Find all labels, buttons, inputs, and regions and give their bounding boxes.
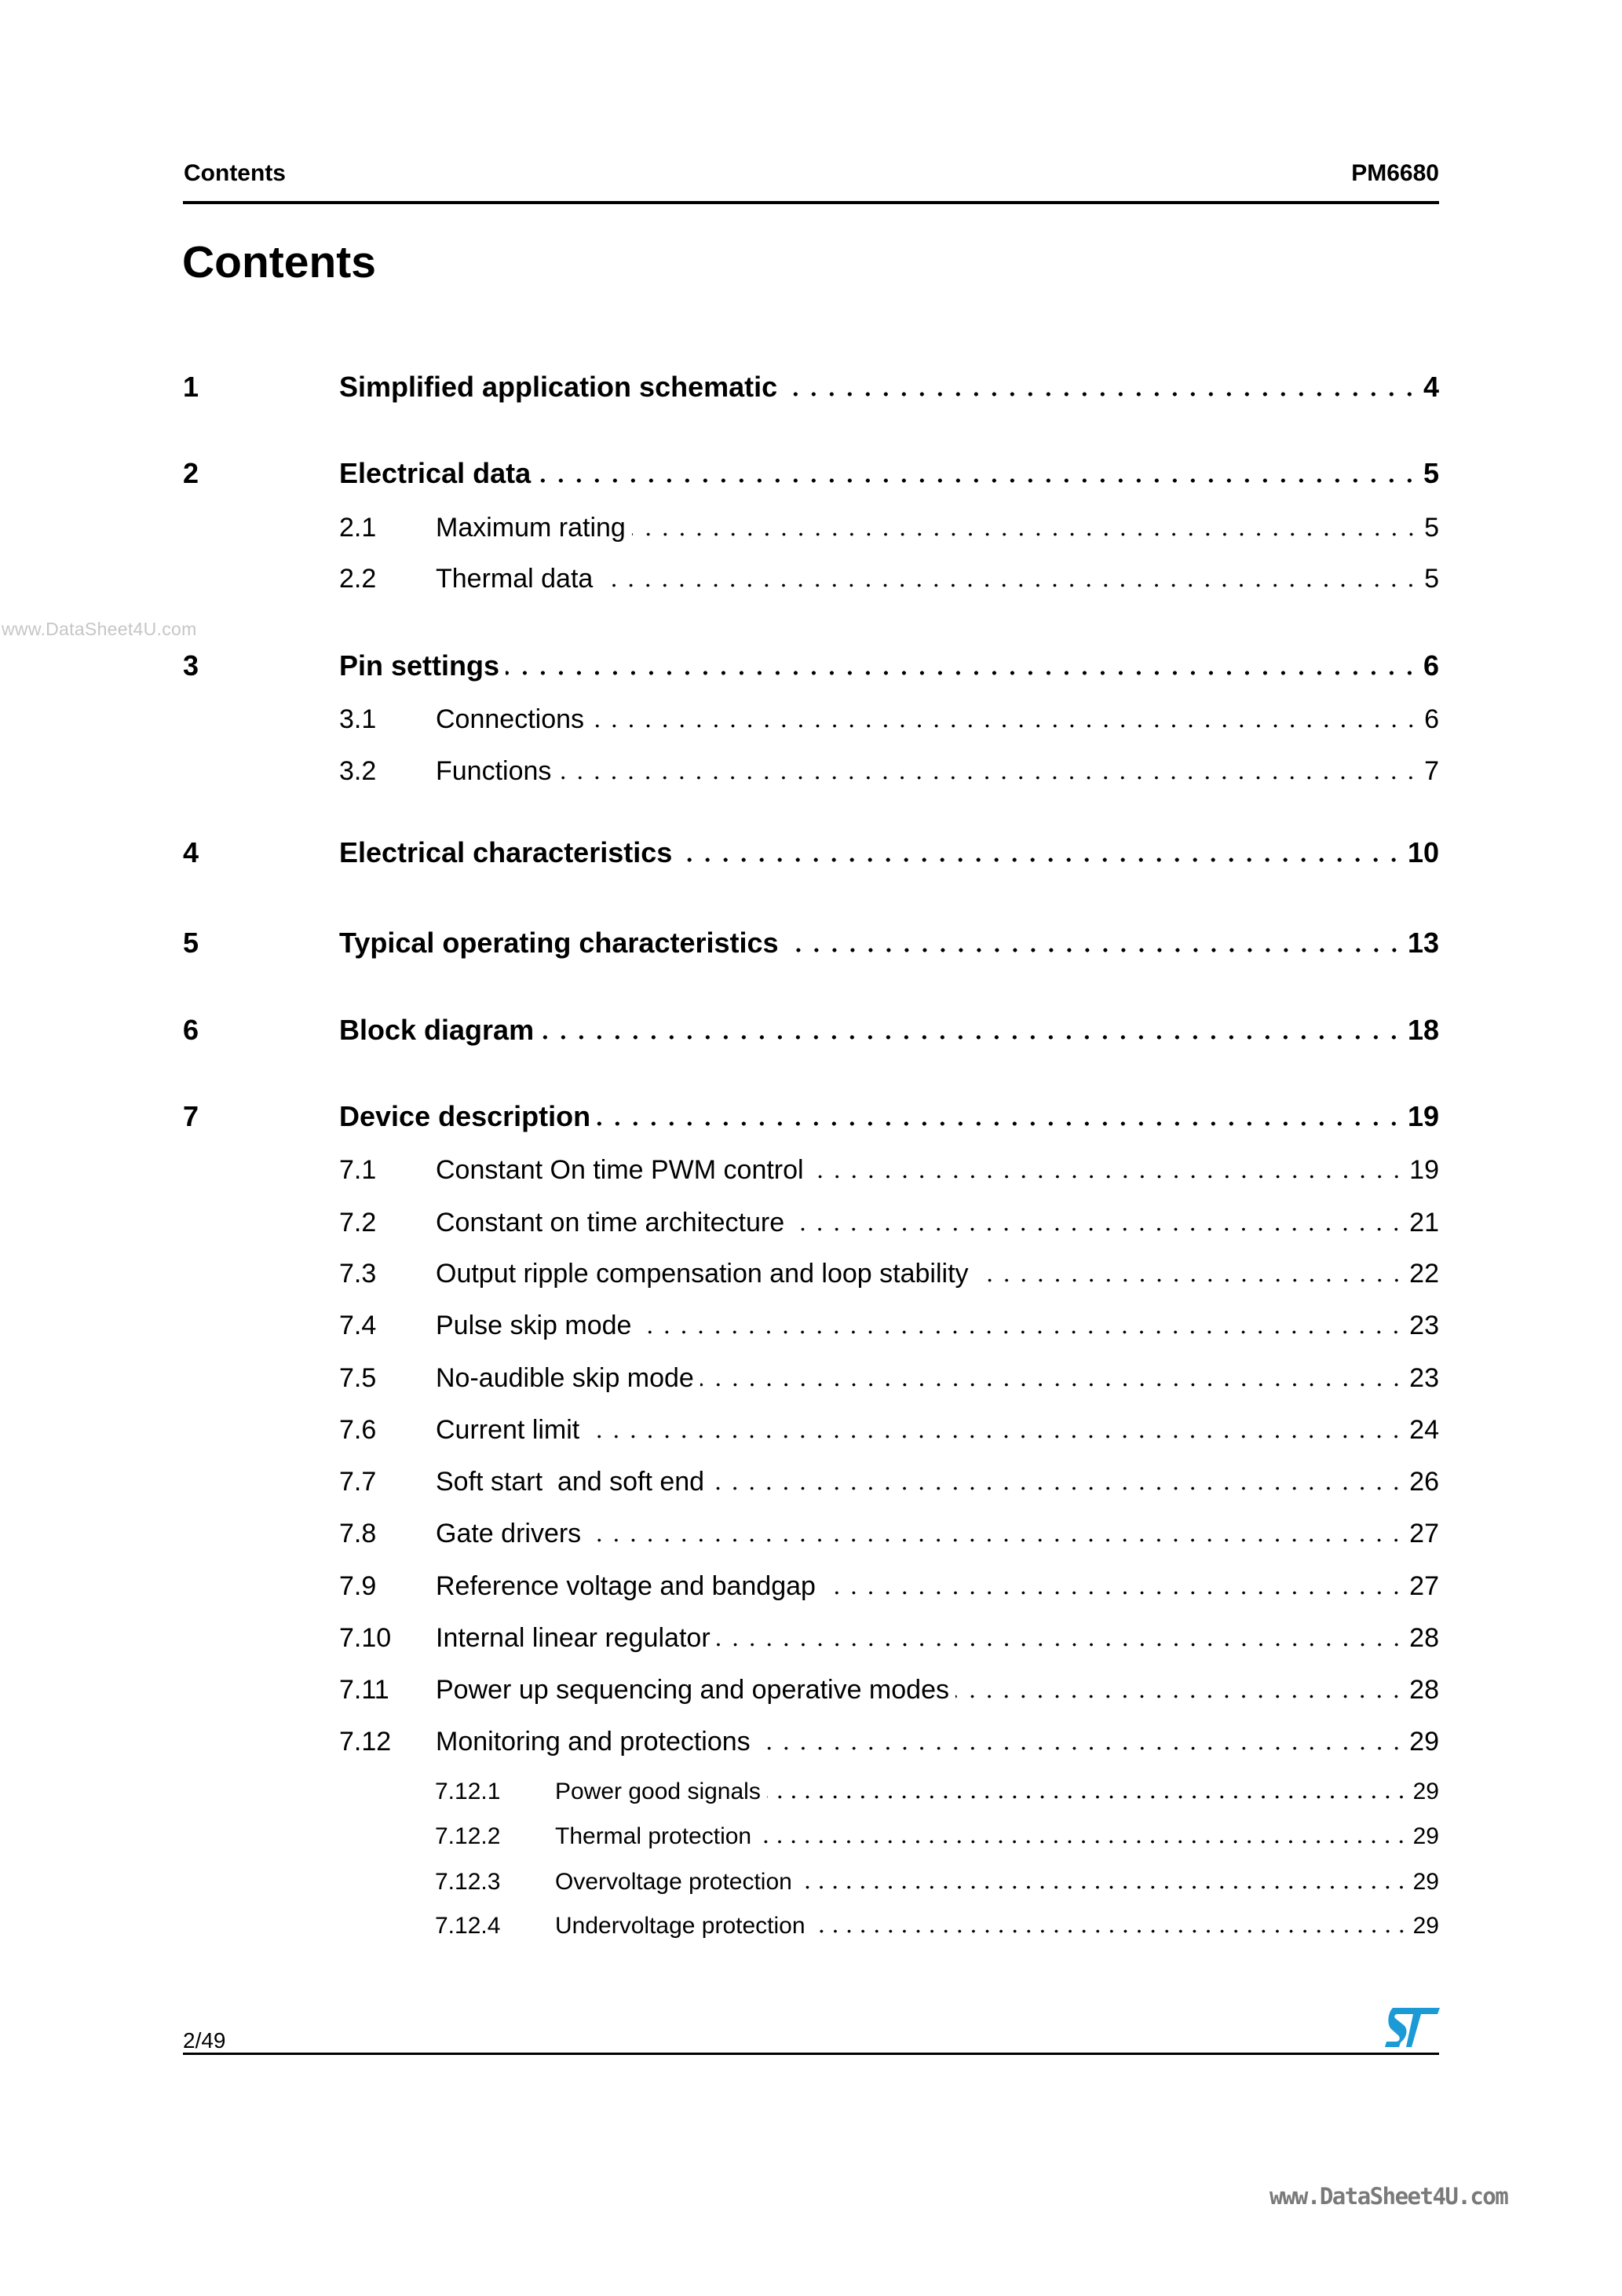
toc-page[interactable]: 10	[1407, 836, 1439, 868]
toc-number: 7.11	[339, 1675, 389, 1705]
footer-rule	[183, 2053, 1439, 2055]
toc-number: 3.2	[339, 756, 377, 786]
st-logo-icon	[1385, 2008, 1440, 2047]
running-header-section: Contents	[184, 160, 286, 186]
toc-number: 7.5	[339, 1363, 377, 1393]
dot-leader	[810, 1175, 1405, 1179]
dot-leader	[632, 532, 1419, 536]
dot-leader	[975, 1278, 1405, 1282]
toc-label[interactable]: Power up sequencing and operative modes	[436, 1675, 949, 1705]
toc-entry-7-4[interactable]	[183, 1309, 1439, 1342]
toc-label[interactable]: No-audible skip mode	[436, 1363, 694, 1393]
toc-entry-7-6[interactable]	[183, 1413, 1439, 1446]
toc-entry-3[interactable]	[183, 649, 1439, 683]
toc-page[interactable]: 23	[1409, 1311, 1439, 1340]
toc-page[interactable]: 5	[1424, 564, 1439, 594]
toc-entry-2-1[interactable]	[183, 511, 1439, 544]
dot-leader	[587, 1538, 1405, 1542]
toc-entry-7-12-3[interactable]	[183, 1867, 1439, 1897]
toc-number: 7.12	[339, 1727, 392, 1757]
dot-leader	[758, 1840, 1408, 1844]
toc-page[interactable]: 18	[1407, 1014, 1439, 1046]
toc-entry-7-8[interactable]	[183, 1517, 1439, 1550]
toc-number: 1	[183, 371, 199, 403]
toc-number: 7.12.2	[435, 1823, 501, 1849]
dot-leader	[955, 1695, 1405, 1698]
toc-entry-2[interactable]	[183, 456, 1439, 491]
dot-leader	[812, 1929, 1408, 1933]
toc-entry-7-3[interactable]	[183, 1257, 1439, 1290]
toc-label[interactable]: Undervoltage protection	[555, 1913, 806, 1939]
toc-entry-4[interactable]	[183, 835, 1439, 870]
dot-leader	[717, 1643, 1405, 1647]
toc-entry-7-2[interactable]	[183, 1206, 1439, 1239]
toc-label[interactable]: Functions	[436, 756, 552, 786]
toc-number: 5	[183, 927, 199, 959]
toc-number: 7.9	[339, 1571, 377, 1601]
toc-label[interactable]: Electrical data	[339, 457, 532, 489]
toc-page[interactable]: 19	[1409, 1155, 1439, 1185]
toc-entry-7-11[interactable]	[183, 1673, 1439, 1706]
header-rule	[183, 201, 1439, 204]
toc-page[interactable]: 27	[1409, 1571, 1439, 1601]
toc-number: 3	[183, 649, 199, 682]
toc-entry-5[interactable]	[183, 926, 1439, 960]
dot-leader	[791, 1227, 1405, 1231]
dot-leader	[557, 776, 1419, 780]
toc-page[interactable]: 22	[1409, 1259, 1439, 1289]
dot-leader	[506, 671, 1419, 675]
toc-page[interactable]: 28	[1409, 1675, 1439, 1705]
toc-label[interactable]: Simplified application schematic	[339, 371, 778, 403]
toc-entry-6[interactable]	[183, 1013, 1439, 1047]
toc-label[interactable]: Constant On time PWM control	[436, 1155, 804, 1185]
toc-entry-1[interactable]	[183, 370, 1439, 404]
dot-leader	[785, 948, 1403, 952]
toc-page[interactable]: 5	[1424, 513, 1439, 543]
toc-number: 7.8	[339, 1519, 377, 1548]
toc-entry-7[interactable]	[183, 1099, 1439, 1134]
toc-label[interactable]: Thermal data	[436, 564, 594, 594]
toc-page[interactable]: 26	[1409, 1467, 1439, 1497]
toc-number: 7.12.3	[435, 1869, 501, 1895]
toc-label[interactable]: Internal linear regulator	[436, 1623, 711, 1653]
toc-label[interactable]: Current limit	[436, 1415, 580, 1445]
toc-label[interactable]: Monitoring and protections	[436, 1727, 751, 1757]
toc-number: 7.6	[339, 1415, 377, 1445]
toc-label[interactable]: Gate drivers	[436, 1519, 582, 1548]
toc-page[interactable]: 5	[1423, 457, 1439, 489]
toc-entry-7-7[interactable]	[183, 1465, 1439, 1498]
running-header-document-id: PM6680	[1351, 160, 1439, 186]
toc-label[interactable]: Soft start and soft end	[436, 1467, 705, 1497]
toc-label[interactable]: Electrical characteristics	[339, 836, 673, 868]
dot-leader	[637, 1330, 1405, 1334]
dot-leader	[798, 1885, 1408, 1889]
watermark-left[interactable]: www.DataSheet4U.com	[2, 619, 197, 639]
toc-entry-7-5[interactable]	[183, 1362, 1439, 1395]
toc-number: 2.1	[339, 513, 377, 543]
toc-entry-3-2[interactable]	[183, 755, 1439, 788]
dot-leader	[757, 1746, 1405, 1750]
toc-label[interactable]: Thermal protection	[555, 1823, 752, 1849]
toc-label[interactable]: Reference voltage and bandgap	[436, 1571, 816, 1601]
toc-number: 6	[183, 1014, 199, 1046]
toc-label[interactable]: Overvoltage protection	[555, 1869, 792, 1895]
toc-page[interactable]: 4	[1423, 371, 1439, 403]
toc-page[interactable]: 29	[1409, 1727, 1439, 1757]
toc-label[interactable]: Typical operating characteristics	[339, 927, 779, 959]
toc-entry-7-12-1[interactable]	[183, 1777, 1439, 1807]
toc-label[interactable]: Output ripple compensation and loop stability	[436, 1259, 969, 1289]
toc-entry-7-1[interactable]	[183, 1153, 1439, 1186]
toc-number: 7.3	[339, 1259, 377, 1289]
toc-page[interactable]: 7	[1424, 756, 1439, 786]
dot-leader	[597, 1121, 1403, 1126]
toc-label[interactable]: Pulse skip mode	[436, 1311, 632, 1340]
toc-entry-7-12-4[interactable]	[183, 1911, 1439, 1941]
toc-page[interactable]: 29	[1412, 1869, 1439, 1895]
toc-page[interactable]: 24	[1409, 1415, 1439, 1445]
toc-number: 2	[183, 457, 199, 489]
toc-number: 7.1	[339, 1155, 377, 1185]
toc-page[interactable]: 29	[1412, 1913, 1439, 1939]
dot-leader	[586, 1435, 1405, 1439]
toc-label[interactable]: Maximum rating	[436, 513, 626, 543]
toc-number: 2.2	[339, 564, 377, 594]
toc-label[interactable]: Constant on time architecture	[436, 1208, 785, 1238]
toc-entry-2-2[interactable]	[183, 562, 1439, 595]
toc-label[interactable]: Power good signals	[555, 1779, 761, 1804]
toc-label[interactable]: Block diagram	[339, 1014, 535, 1046]
watermark-bottom-right[interactable]: www.DataSheet4U.com	[1269, 2183, 1508, 2210]
page-indicator: 2/49	[183, 2028, 226, 2053]
toc-page[interactable]: 6	[1423, 649, 1439, 682]
toc-number: 7.12.4	[435, 1913, 501, 1939]
toc-label[interactable]: Device description	[339, 1100, 591, 1132]
toc-number: 7	[183, 1100, 199, 1132]
toc-page[interactable]: 29	[1412, 1823, 1439, 1849]
toc-number: 7.4	[339, 1311, 377, 1340]
toc-entry-7-12[interactable]	[183, 1725, 1439, 1758]
dot-leader	[540, 1035, 1403, 1040]
toc-page[interactable]: 19	[1407, 1100, 1439, 1132]
toc-number: 4	[183, 836, 199, 868]
toc-page[interactable]: 28	[1409, 1623, 1439, 1653]
dot-leader	[700, 1383, 1405, 1387]
toc-number: 3.1	[339, 704, 377, 734]
toc-label[interactable]: Pin settings	[339, 649, 500, 682]
toc-page[interactable]: 23	[1409, 1363, 1439, 1393]
toc-page[interactable]: 6	[1424, 704, 1439, 734]
toc-entry-3-1[interactable]	[183, 703, 1439, 736]
toc-number: 7.2	[339, 1208, 377, 1238]
toc-number: 7.7	[339, 1467, 377, 1497]
toc-entry-7-12-2[interactable]	[183, 1822, 1439, 1852]
toc-entry-7-9[interactable]	[183, 1570, 1439, 1603]
toc-page[interactable]: 29	[1412, 1779, 1439, 1804]
toc-page[interactable]: 13	[1407, 927, 1439, 959]
dot-leader	[784, 392, 1419, 397]
toc-entry-7-10[interactable]	[183, 1621, 1439, 1654]
dot-leader	[822, 1591, 1405, 1595]
dot-leader	[711, 1486, 1405, 1490]
dot-leader	[590, 724, 1419, 728]
dot-leader	[678, 857, 1403, 862]
toc-page[interactable]: 27	[1409, 1519, 1439, 1548]
page-title: Contents	[182, 237, 376, 287]
dot-leader	[599, 583, 1419, 587]
dot-leader	[767, 1795, 1408, 1799]
dot-leader	[537, 478, 1419, 483]
toc-label[interactable]: Connections	[436, 704, 585, 734]
toc-page[interactable]: 21	[1409, 1208, 1439, 1238]
toc-number: 7.12.1	[435, 1779, 501, 1804]
toc-number: 7.10	[339, 1623, 392, 1653]
